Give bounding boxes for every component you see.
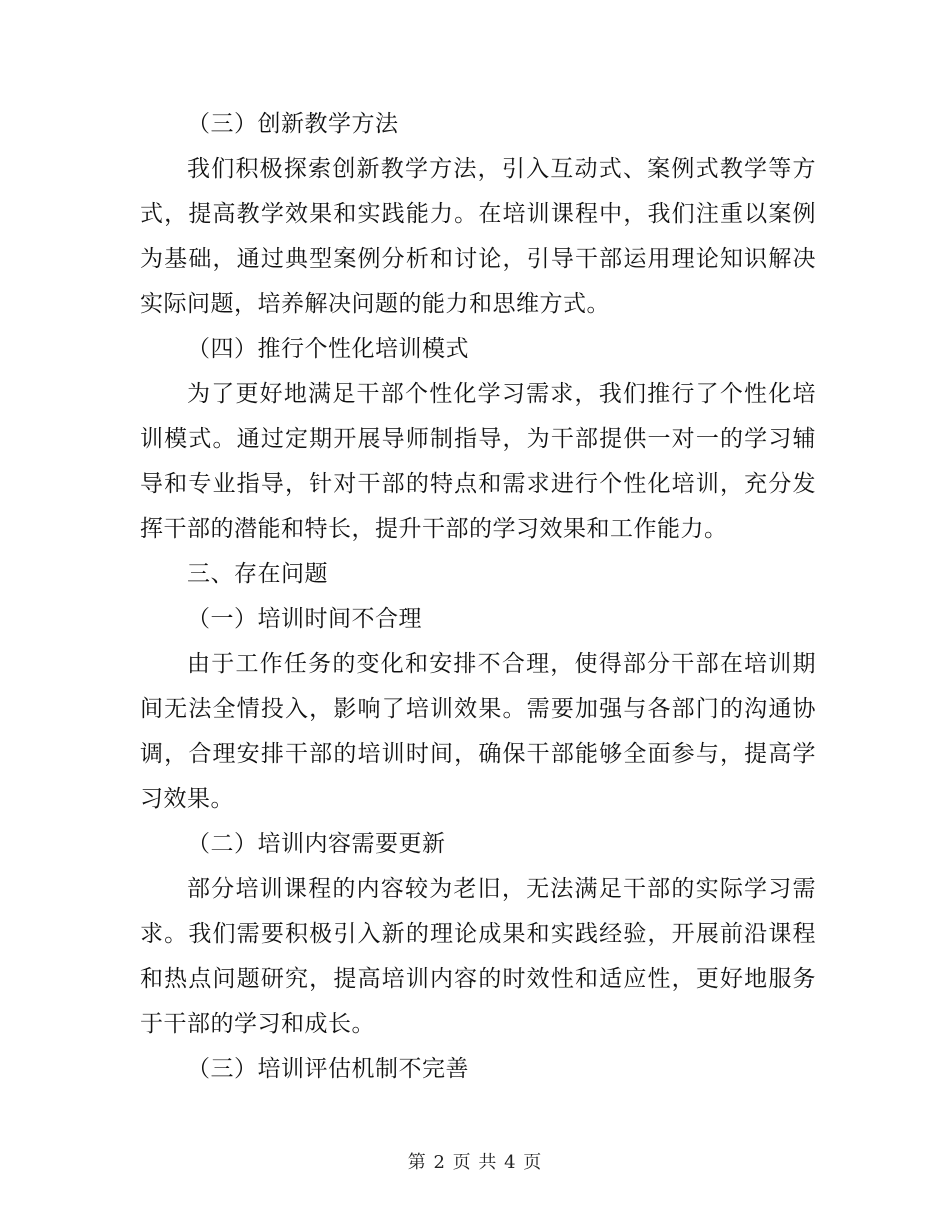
- paragraph-line: 调，合理安排干部的培训时间，确保干部能够全面参与，提高学: [140, 741, 816, 767]
- paragraph-line: 于干部的学习和成长。: [140, 1011, 375, 1037]
- section-heading-evaluation-mechanism: （三）培训评估机制不完善: [187, 1056, 469, 1082]
- section-heading-training-content: （二）培训内容需要更新: [187, 831, 446, 857]
- section-heading-innovate-teaching: （三）创新教学方法: [187, 111, 399, 137]
- section-heading-training-time: （一）培训时间不合理: [187, 606, 422, 632]
- paragraph-line: 挥干部的潜能和特长，提升干部的学习效果和工作能力。: [140, 516, 728, 542]
- section-heading-personalized-training: （四）推行个性化培训模式: [187, 336, 469, 362]
- paragraph-line: 部分培训课程的内容较为老旧，无法满足干部的实际学习需: [187, 876, 816, 902]
- paragraph-line: 由于工作任务的变化和安排不合理，使得部分干部在培训期: [187, 651, 816, 677]
- document-body: [140, 102, 816, 1092]
- paragraph-line: 训模式。通过定期开展导师制指导，为干部提供一对一的学习辅: [140, 426, 816, 452]
- paragraph-line: 导和专业指导，针对干部的特点和需求进行个性化培训，充分发: [140, 471, 816, 497]
- paragraph-line: 实际问题，培养解决问题的能力和思维方式。: [140, 291, 610, 317]
- paragraph-line: 我们积极探索创新教学方法，引入互动式、案例式教学等方: [187, 156, 816, 182]
- paragraph-line: 间无法全情投入，影响了培训效果。需要加强与各部门的沟通协: [140, 696, 816, 722]
- paragraph-line: 为了更好地满足干部个性化学习需求，我们推行了个性化培: [187, 381, 816, 407]
- paragraph-line: 为基础，通过典型案例分析和讨论，引导干部运用理论知识解决: [140, 246, 816, 272]
- section-heading-existing-problems: 三、存在问题: [187, 561, 328, 587]
- paragraph-line: 和热点问题研究，提高培训内容的时效性和适应性，更好地服务: [140, 966, 816, 992]
- paragraph-line: 习效果。: [140, 786, 234, 812]
- paragraph-line: 式，提高教学效果和实践能力。在培训课程中，我们注重以案例: [140, 201, 816, 227]
- paragraph-line: 求。我们需要积极引入新的理论成果和实践经验，开展前沿课程: [140, 921, 816, 947]
- page-number-footer: 第 2 页 共 4 页: [407, 1152, 543, 1173]
